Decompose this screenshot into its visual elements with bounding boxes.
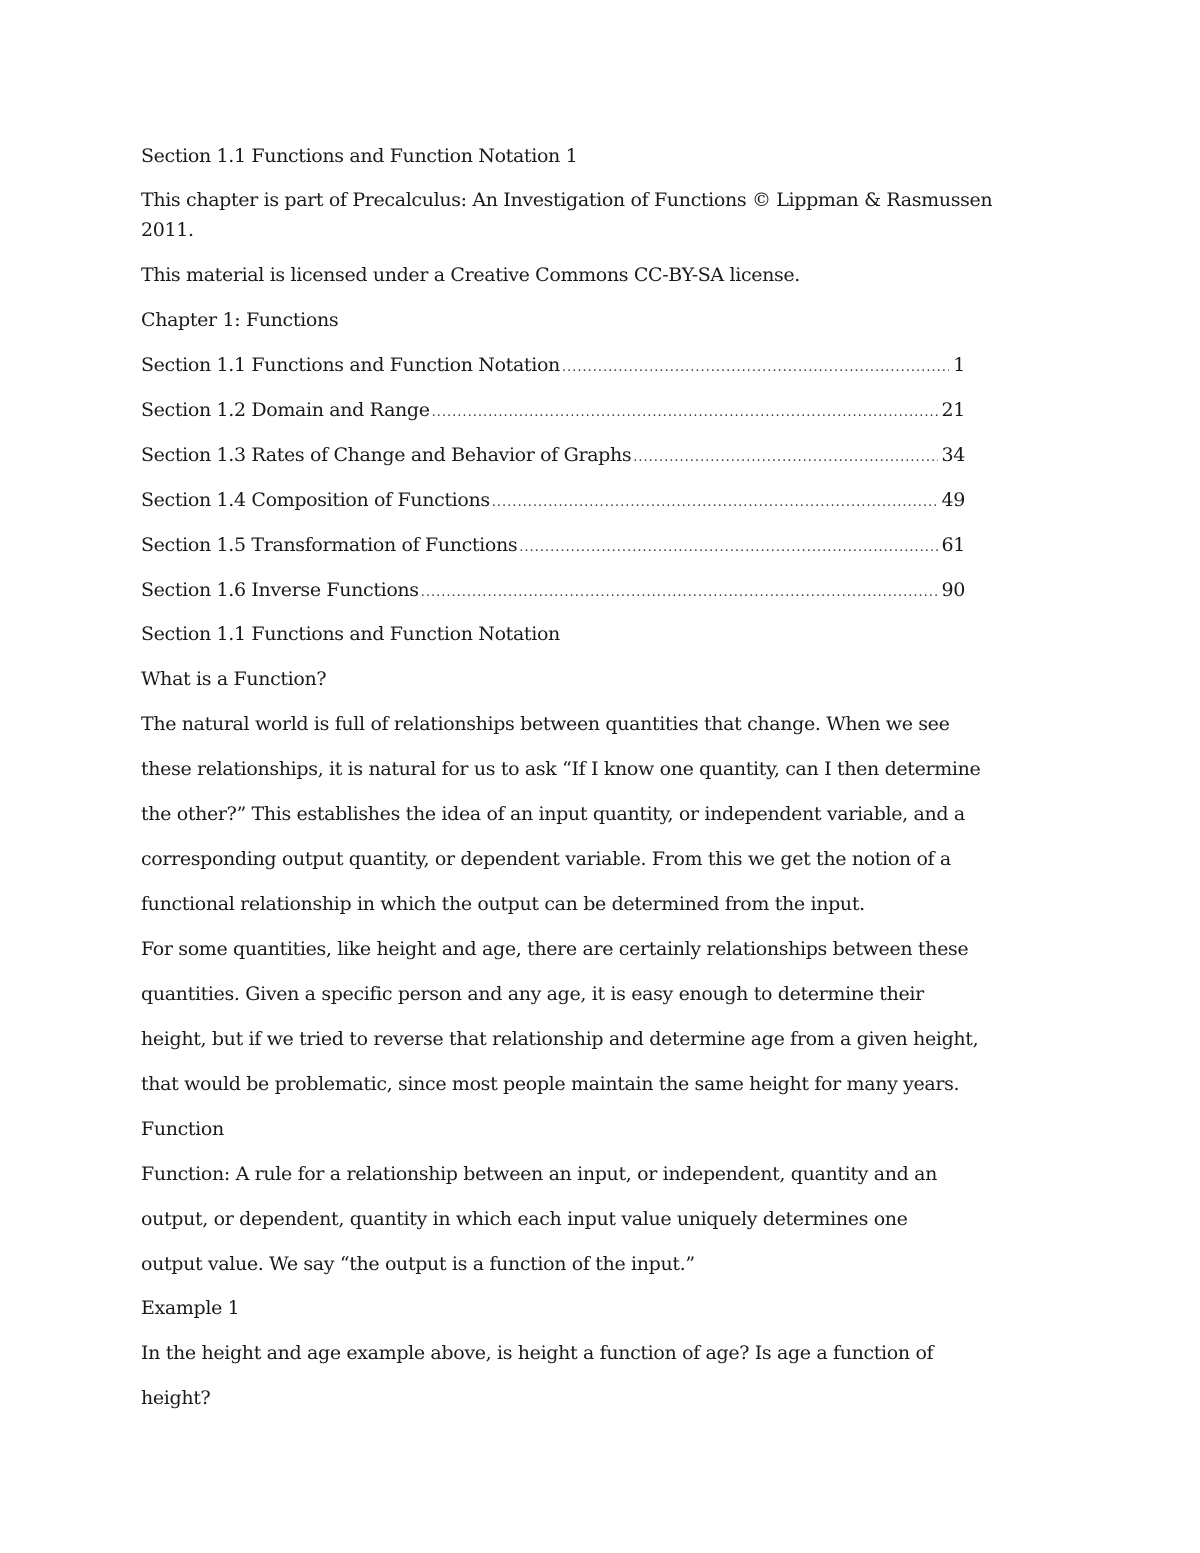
- paragraph-line: For some quantities, like height and age, there are certainly relationships between these: [141, 938, 969, 960]
- toc-entry: [141, 397, 965, 426]
- section-heading: Section 1.1 Functions and Function Notation: [141, 623, 560, 645]
- paragraph-line: functional relationship in which the output can be determined from the input.: [141, 893, 865, 915]
- toc-entry-page: 90: [941, 579, 965, 601]
- paragraph-line: that would be problematic, since most people maintain the same height for many years.: [141, 1073, 960, 1095]
- toc-entry: [141, 352, 965, 381]
- paragraph-line: corresponding output quantity, or dependent variable. From this we get the notion of a: [141, 848, 951, 870]
- definition-label: Function: [141, 1118, 224, 1140]
- toc-entry: [141, 487, 965, 516]
- paragraph-line: The natural world is full of relationships between quantities that change. When we see: [141, 713, 950, 735]
- example-label: Example 1: [141, 1297, 240, 1319]
- toc-entry: [141, 532, 965, 561]
- copyright-line-2: 2011.: [141, 219, 194, 241]
- toc-leader-dots: [432, 400, 938, 426]
- paragraph-line: height, but if we tried to reverse that relationship and determine age from a given height,: [141, 1028, 979, 1050]
- toc-entry: [141, 577, 965, 606]
- toc-entry-title: Section 1.5 Transformation of Functions: [141, 534, 518, 556]
- toc-entry: [141, 442, 965, 471]
- toc-entry-title: Section 1.6 Inverse Functions: [141, 579, 419, 601]
- paragraph-line: the other?” This establishes the idea of an input quantity, or independent variable, and a: [141, 803, 965, 825]
- copyright-line-1: This chapter is part of Precalculus: An Investigation of Functions © Lippman & Rasmussen: [141, 189, 993, 211]
- toc-entry-title: Section 1.4 Composition of Functions: [141, 489, 490, 511]
- chapter-title: Chapter 1: Functions: [141, 309, 339, 331]
- toc-leader-dots: [519, 535, 937, 561]
- toc-entry-title: Section 1.1 Functions and Function Notation: [141, 354, 560, 376]
- toc-leader-dots: [633, 445, 937, 471]
- toc-entry-page: 34: [941, 444, 965, 466]
- paragraph-line: quantities. Given a specific person and any age, it is easy enough to determine their: [141, 983, 924, 1005]
- toc-leader-dots: [421, 580, 938, 606]
- example-line: height?: [141, 1387, 211, 1409]
- toc-entry-page: 1: [953, 354, 965, 376]
- paragraph-line: these relationships, it is natural for us to ask “If I know one quantity, can I then determine: [141, 758, 981, 780]
- toc-leader-dots: [562, 355, 949, 381]
- definition-line: output, or dependent, quantity in which each input value uniquely determines one: [141, 1208, 908, 1230]
- running-header: Section 1.1 Functions and Function Notation 1: [141, 145, 578, 167]
- subheading: What is a Function?: [141, 668, 327, 690]
- license-notice: This material is licensed under a Creative Commons CC-BY-SA license.: [141, 264, 800, 286]
- example-line: In the height and age example above, is height a function of age? Is age a function of: [141, 1342, 934, 1364]
- toc-leader-dots: [492, 490, 938, 516]
- definition-line: output value. We say “the output is a function of the input.”: [141, 1253, 695, 1275]
- toc-entry-page: 21: [941, 399, 965, 421]
- definition-line: Function: A rule for a relationship between an input, or independent, quantity and an: [141, 1163, 937, 1185]
- toc-entry-page: 49: [941, 489, 965, 511]
- toc-entry-title: Section 1.2 Domain and Range: [141, 399, 430, 421]
- toc-entry-page: 61: [941, 534, 965, 556]
- toc-entry-title: Section 1.3 Rates of Change and Behavior of Graphs: [141, 444, 632, 466]
